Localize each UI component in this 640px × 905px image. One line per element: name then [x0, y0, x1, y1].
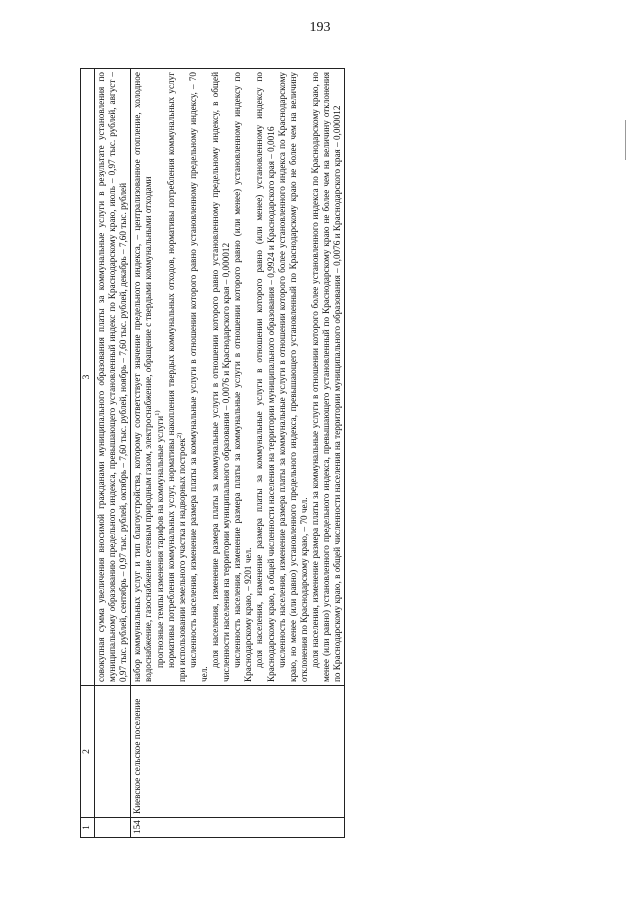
prev-row-name-cell	[95, 686, 131, 818]
rotated-page-area	[80, 68, 590, 838]
header-col-3: 3	[81, 69, 95, 686]
prev-row-num-cell	[95, 818, 131, 838]
paragraph-population-equal-limit: численность населения, изменение размера платы за коммунальные услуги в отношении которого равно установленному предельному индексу, – 70 чел.	[187, 72, 209, 682]
paragraph-consumption-norms-text: нормативы потребления коммунальных услуг, нормативы накопления твердых коммунальных отходов, нормативы потребления коммунальных услуг при использовании земельного участка и надворных построек	[165, 72, 187, 682]
row-description	[131, 69, 345, 686]
footnote-mark-2: 2)	[175, 432, 183, 439]
header-col-2: 2	[81, 686, 95, 818]
paragraph-share-below-regional: доля населения, изменение размера платы за коммунальные услуги в отношении которого равно (или менее) установленному индексу по Краснодарскому краю, в общей численности населения на территории муниципального образования – 0,9924 и Краснодарского края – 0,0016	[254, 72, 276, 682]
row-settlement-name: Киевское сельское поселение	[131, 686, 345, 818]
scan-edge-mark	[625, 120, 626, 160]
landscape-table-container	[80, 68, 590, 838]
page-number: 193	[309, 20, 331, 35]
prev-row-text: совокупная сумма увеличения вносимой гражданами муниципального образования платы за коммунальные услуги в результате установления по муниципальному образованию предельного индекса, превышающего установленный индекс по Краснодарскому краю, июль – 0,97 тыс. рублей, август – 0,97 тыс. рублей, сентябрь – 0,97 тыс. рублей, октябрь – 7,60 тыс. рублей, ноябрь – 7,60 тыс. рублей, декабрь – 7,60 тыс. рублей	[96, 72, 129, 682]
table-row-154	[131, 69, 345, 838]
footnote-mark-1: 1)	[153, 410, 161, 416]
paragraph-share-equal-limit: доля населения, изменение размера платы за коммунальные услуги в отношении которого равно установленному предельному индексу, в общей численности населения на территории муниципального образования – 0,0076 и Краснодарского края – 0,000012	[210, 72, 232, 682]
paragraph-population-above-regional: численность населения, изменение размера платы за коммунальные услуги в отношении которого более установленного индекса по Краснодарскому краю, но менее (или равно) установленного предельного индекса, превышающего установленный по Краснодарскому краю не более чем на величину отклонения по Краснодарскому краю, – 70 чел.	[276, 72, 309, 682]
table-row-previous-continuation	[95, 69, 131, 838]
paragraph-utility-set: набор коммунальных услуг и тип благоустройства, которому соответствует значение предельного индекса, – централизованное отопление, холодное водоснабжение, газоснабжение сетевым природным газом, электроснабжение, обращение с твердыми коммунальными отходами	[132, 72, 154, 682]
table-header-row	[81, 69, 95, 838]
paragraph-consumption-norms	[166, 72, 188, 682]
paragraph-share-above-regional: доля населения, изменение размера платы за коммунальные услуги в отношении которого более установленного индекса по Краснодарскому краю, но менее (или равно) установленного предельного индекса, превышающего установленный по Краснодарскому краю не более чем на величину отклонения по Краснодарскому краю, в общей численности населения на территории муниципального образования – 0,0076 и Краснодарского края – 0,000012	[309, 72, 343, 682]
row-number: 154	[131, 818, 345, 838]
document-table	[80, 68, 345, 838]
paragraph-tariff-rates	[155, 72, 166, 682]
paragraph-population-below-regional: численность населения, изменение размера платы за коммунальные услуги в отношении которого равно (или менее) установленному индексу по Краснодарскому краю, – 9201 чел.	[232, 72, 254, 682]
paragraph-tariff-rates-text: прогнозные темпы изменения тарифов на коммунальные услуги	[154, 415, 165, 668]
header-col-1: 1	[81, 818, 95, 838]
prev-row-desc-cell	[95, 69, 131, 686]
